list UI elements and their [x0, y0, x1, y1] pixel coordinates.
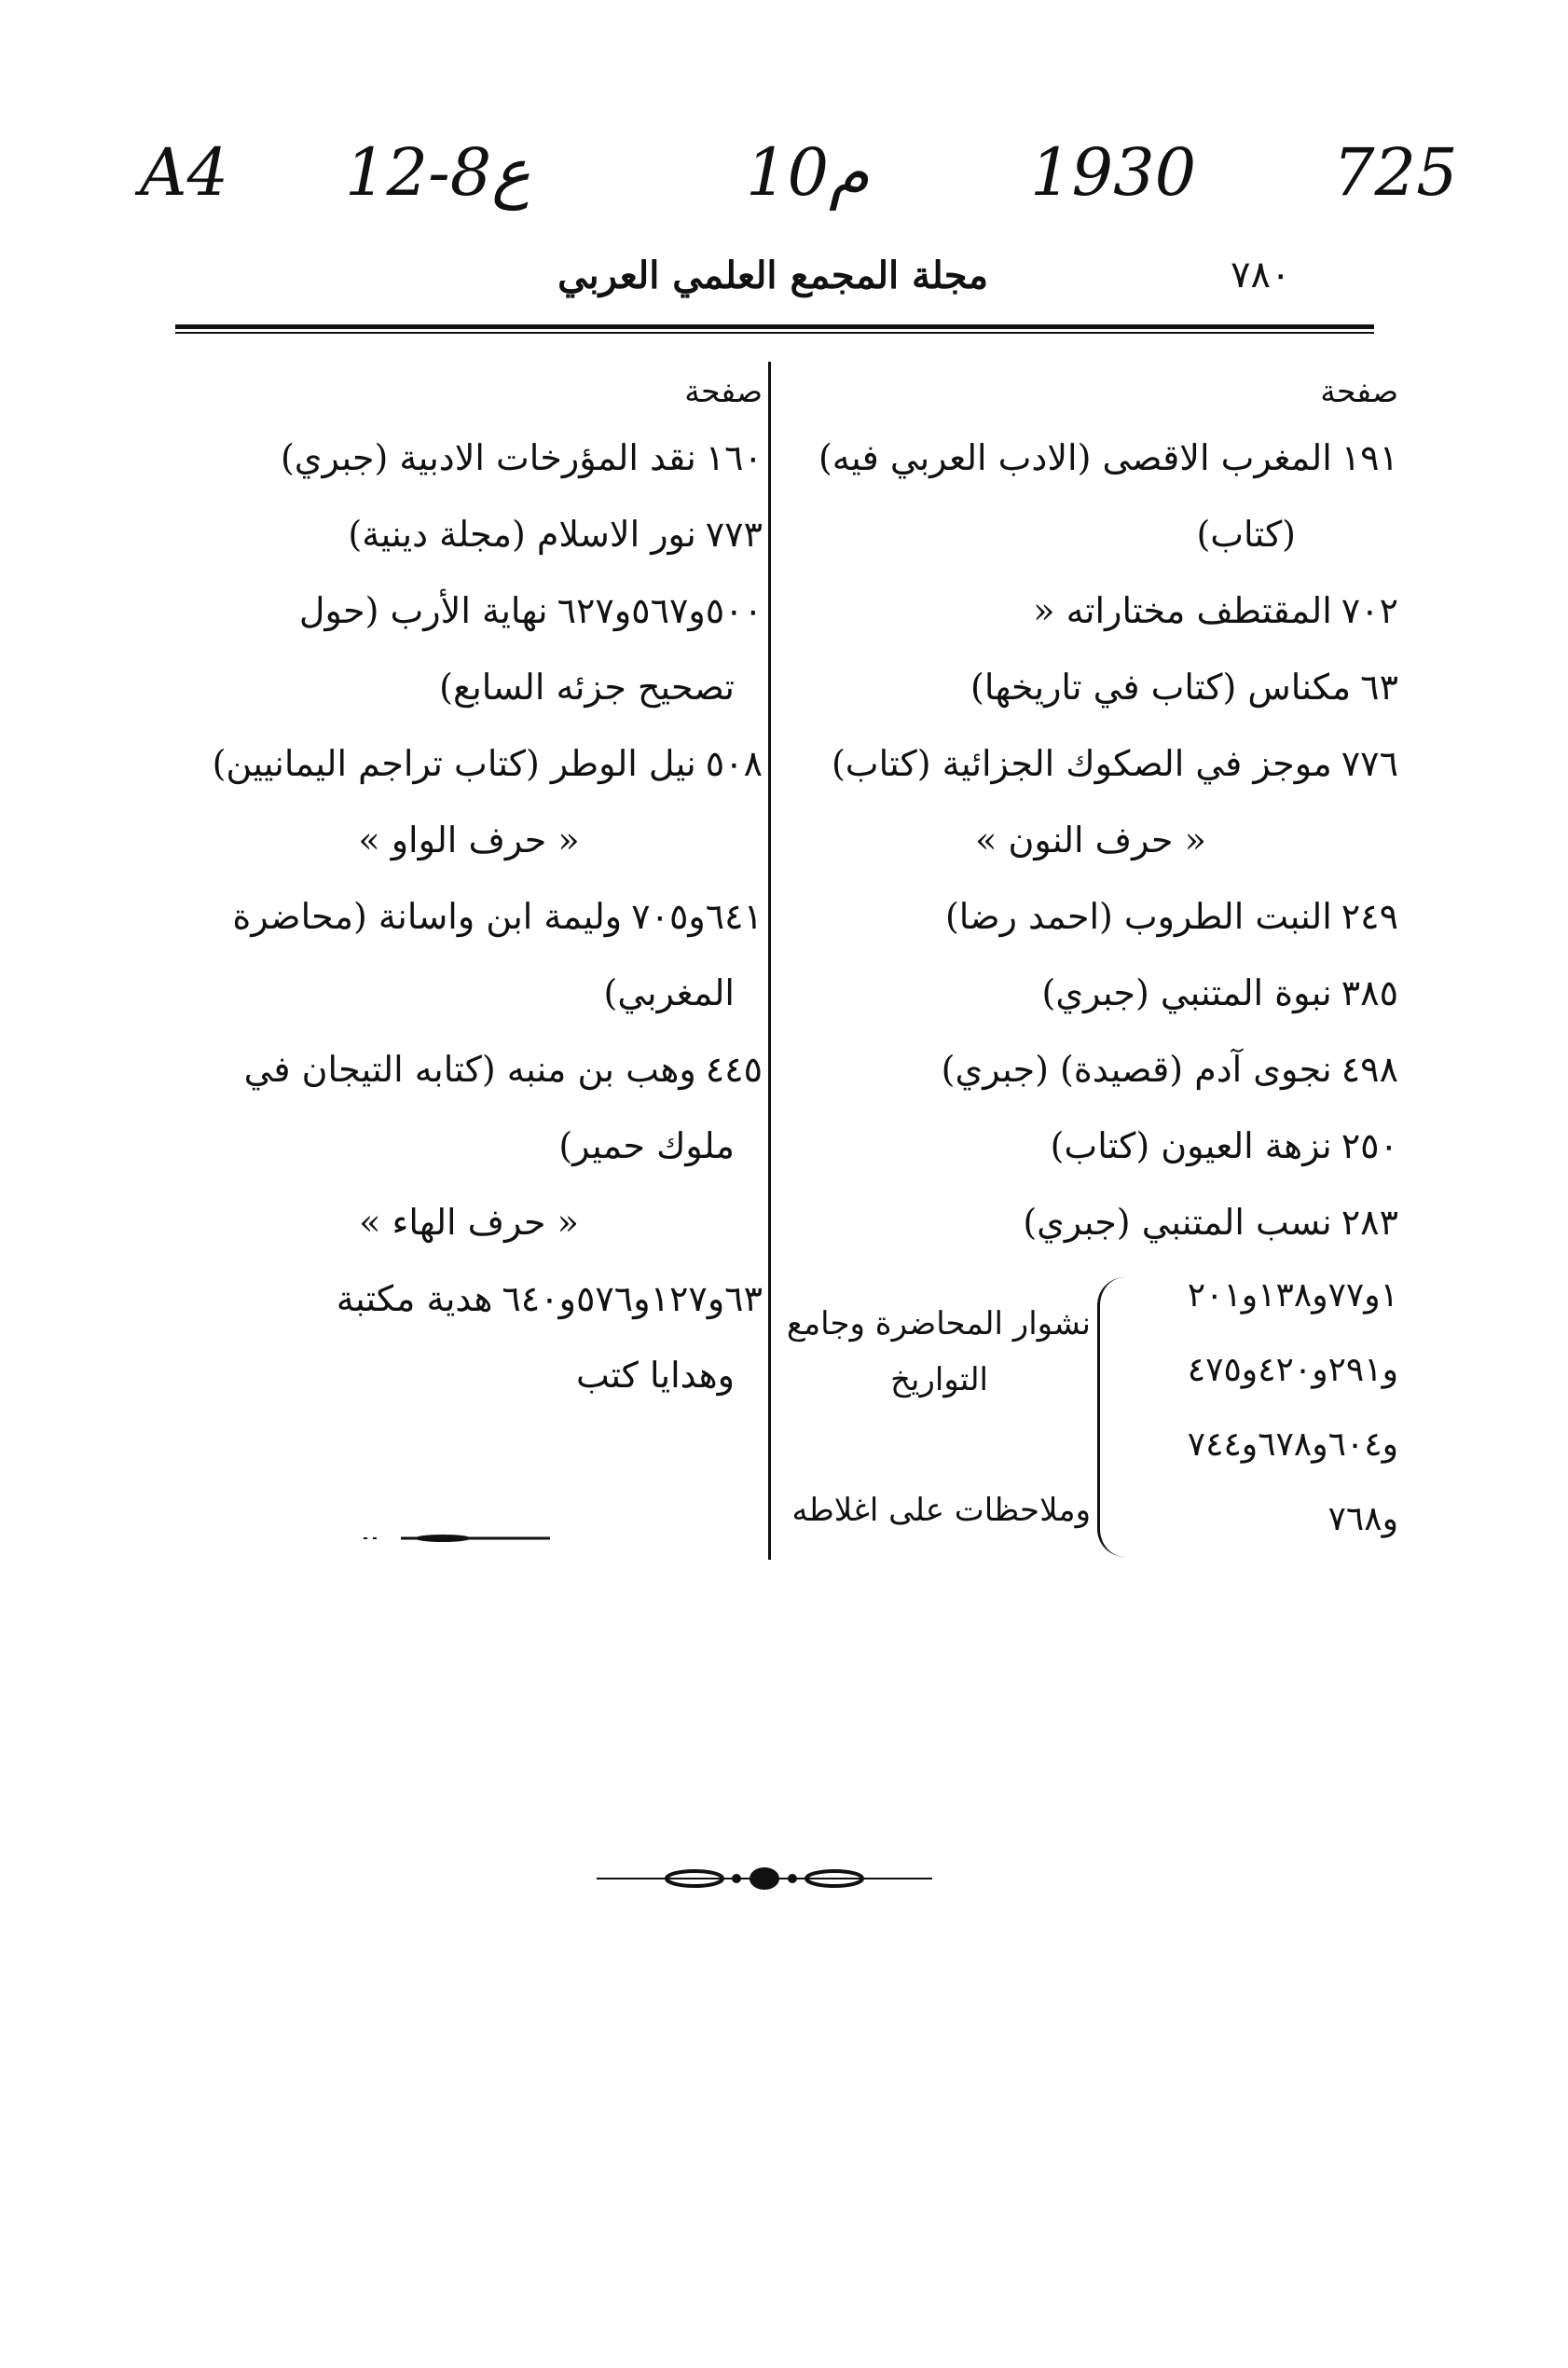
- entry-text: النبت الطروب (احمد رضا): [944, 896, 1332, 937]
- index-entry: [175, 496, 763, 572]
- column-divider: [768, 362, 771, 1560]
- index-entry: [175, 572, 763, 649]
- entry-page-number: ٥٠٠و٥٦٧و٦٢٧: [557, 590, 763, 631]
- entry-text: هدية مكتبة: [336, 1278, 493, 1319]
- left-column: [175, 364, 763, 1413]
- annotation-4: 1930: [1030, 134, 1197, 211]
- index-entry: [783, 878, 1398, 955]
- right-column: [783, 364, 1398, 1260]
- annotation-5: 725: [1333, 134, 1458, 211]
- entry-text: نسب المتنبي (جبري): [1023, 1202, 1332, 1243]
- entry-page-number: ٣٨٥: [1341, 972, 1398, 1013]
- entry-text: موجز في الصكوك الجزائية (كتاب): [831, 743, 1332, 784]
- index-entry: [175, 1260, 763, 1337]
- entry-page-number: ٢٨٣: [1341, 1202, 1398, 1243]
- index-entry: [175, 649, 763, 725]
- header-rule-thin: [175, 332, 1374, 334]
- bracket-number-line: و٦٠٤و٦٧٨و٧٤٤: [1187, 1425, 1398, 1464]
- entry-text: (كتاب): [1196, 514, 1296, 555]
- index-entry: [783, 1108, 1398, 1184]
- entry-page-number: ٤٤٥: [705, 1049, 763, 1090]
- entry-text: نور الاسلام (مجلة دينية): [348, 514, 696, 555]
- bracket-number-line: و٧٦٨: [1327, 1500, 1398, 1538]
- index-entry: [783, 572, 1398, 649]
- entry-text: « حرف النون »: [975, 819, 1206, 860]
- ornament-divider-icon: [597, 1860, 932, 1897]
- entry-page-number: ١٦٠: [705, 437, 763, 478]
- entry-text: ملوك حمير): [558, 1125, 735, 1166]
- section-heading: [175, 1184, 763, 1260]
- entry-text: وهب بن منبه (كتابه التيجان في: [243, 1049, 696, 1090]
- journal-title: مجلة المجمع العلمي العربي: [557, 254, 988, 297]
- bracket-last-line: وملاحظات على اغلاطه: [791, 1492, 1091, 1529]
- index-entry: [783, 725, 1398, 802]
- brace-icon: [1097, 1277, 1128, 1557]
- entry-page-number: ٦٤١و٧٠٥: [631, 896, 763, 937]
- entry-page-number: ١٩١: [1341, 437, 1398, 478]
- ornament-small-icon: [364, 1529, 550, 1548]
- bracket-text-line: التواريخ: [890, 1361, 988, 1398]
- column-heading: صفحة: [1320, 373, 1398, 409]
- entry-text: نزهة العيون (كتاب): [1050, 1125, 1332, 1166]
- entry-page-number: ٥٠٨: [705, 743, 763, 784]
- bracket-number-line: و٢٩١و٤٢٠و٤٧٥: [1187, 1351, 1398, 1389]
- entry-text: المقتطف مختاراته «: [1033, 590, 1332, 631]
- entry-text: نقد المؤرخات الادبية (جبري): [280, 437, 696, 478]
- entry-text: وهدايا كتب: [576, 1355, 735, 1396]
- bracket-text: [774, 1296, 1091, 1408]
- index-entry: [783, 1031, 1398, 1108]
- index-entry: [783, 649, 1398, 725]
- entry-text: تصحيح جزئه السابع): [439, 667, 735, 708]
- bracket-numbers: [1119, 1259, 1398, 1557]
- index-entry: [175, 1337, 763, 1413]
- annotation-1: A4: [140, 134, 229, 211]
- index-entry: [783, 1184, 1398, 1260]
- index-entry: [175, 878, 763, 955]
- index-entry: [175, 725, 763, 802]
- entry-text: المغرب الاقصى (الادب العربي فيه): [818, 437, 1332, 478]
- annotation-2: 12-8ع: [345, 134, 531, 211]
- entry-page-number: ٧٧٦: [1341, 743, 1398, 784]
- section-heading: [783, 802, 1398, 878]
- entry-page-number: ٢٥٠: [1341, 1125, 1398, 1166]
- entry-text: نجوى آدم (قصيدة) (جبري): [941, 1049, 1332, 1090]
- entry-text: وليمة ابن واسانة (محاضرة: [232, 896, 623, 937]
- bracket-number-line: ١و٧٧و١٣٨و٢٠١: [1187, 1276, 1398, 1315]
- index-entry: [175, 420, 763, 496]
- entry-text: « حرف الواو »: [358, 819, 580, 860]
- index-entry: [175, 955, 763, 1031]
- entry-text: المغربي): [603, 972, 735, 1013]
- entry-page-number: ٦٣و١٢٧و٥٧٦و٦٤٠: [502, 1278, 763, 1319]
- entry-page-number: ٧٧٣: [705, 514, 763, 555]
- annotation-3: 10م: [746, 134, 870, 211]
- index-entry: [783, 496, 1398, 572]
- entry-page-number: ٢٤٩: [1341, 896, 1398, 937]
- index-entry: [783, 420, 1398, 496]
- section-heading: [175, 802, 763, 878]
- entry-page-number: ٦٣: [1360, 667, 1398, 708]
- entry-page-number: ٧٠٢: [1341, 590, 1398, 631]
- entry-text: « حرف الهاء »: [359, 1202, 579, 1243]
- entry-text: مكناس (كتاب في تاريخها): [970, 667, 1352, 708]
- entry-text: نبوة المتنبي (جبري): [1041, 972, 1332, 1013]
- entry-text: نيل الوطر (كتاب تراجم اليمانيين): [212, 743, 696, 784]
- bracket-text-line: نشوار المحاضرة وجامع: [786, 1305, 1091, 1342]
- bracket-block: [774, 1259, 1398, 1566]
- column-heading: صفحة: [684, 373, 763, 409]
- header-rule: [175, 324, 1374, 329]
- page-number: ٧٨٠: [1231, 254, 1291, 296]
- entry-page-number: ٤٩٨: [1341, 1049, 1398, 1090]
- index-entry: [175, 1031, 763, 1108]
- index-entry: [175, 1108, 763, 1184]
- index-entry: [783, 955, 1398, 1031]
- entry-text: نهاية الأرب (حول: [298, 590, 548, 631]
